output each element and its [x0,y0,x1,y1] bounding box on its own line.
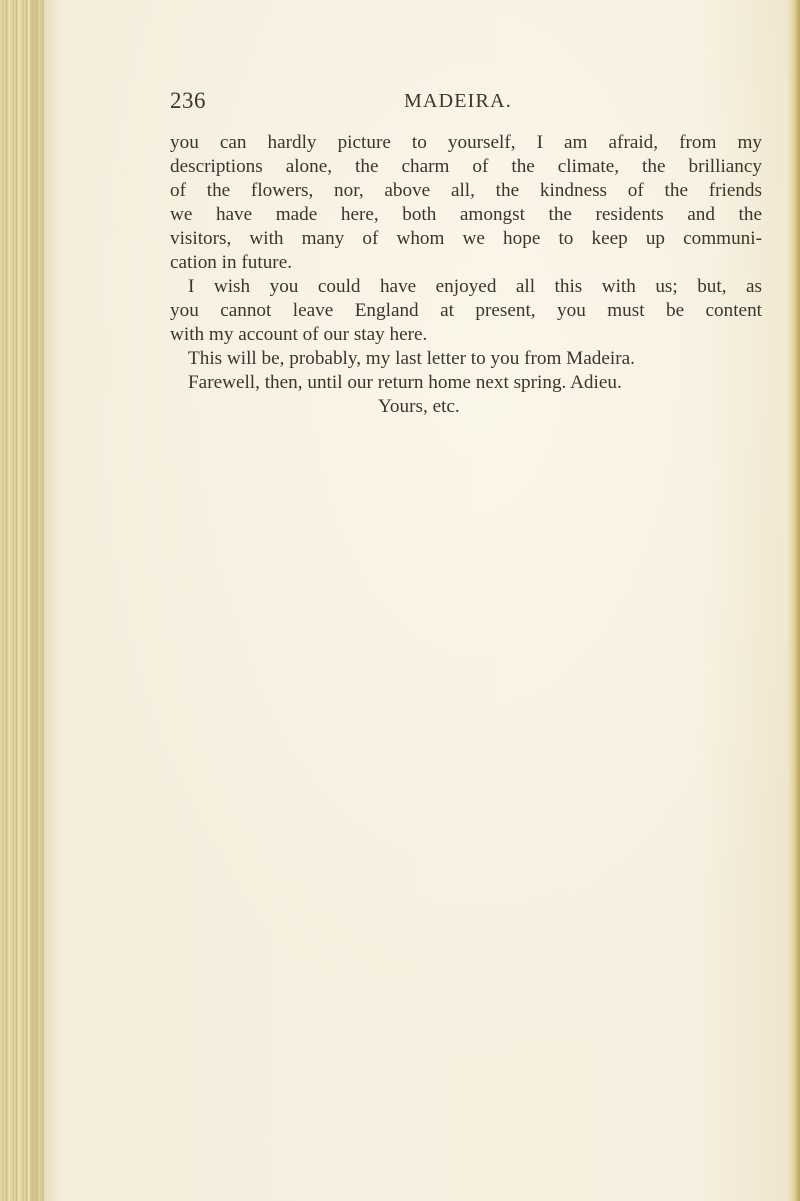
text-line: you cannot leave England at present, you must be content [170,300,762,321]
text-line: I wish you could have enjoyed all this with us; but, as [188,276,762,297]
page-header [170,88,760,118]
running-head: MADEIRA. [404,90,512,112]
text-line: you can hardly picture to yourself, I am afraid, from my [170,132,762,153]
text-line: cation in future. [170,252,293,273]
page-right-edge [788,0,800,1201]
letter-signoff: Yours, etc. [378,396,460,417]
text-line: descriptions alone, the charm of the climate, the brilliancy [170,156,762,177]
gutter-shadow [30,0,60,1201]
text-line: visitors, with many of whom we hope to keep up communi- [170,228,762,249]
text-line: of the flowers, nor, above all, the kindness of the friends [170,180,762,201]
text-line: This will be, probably, my last letter to you from Madeira. [188,348,635,369]
letter-body [170,131,762,419]
text-line: Farewell, then, until our return home next spring. Adieu. [188,372,622,393]
text-line: with my account of our stay here. [170,324,428,345]
page-number: 236 [170,88,206,113]
text-line: we have made here, both amongst the residents and the [170,204,762,225]
